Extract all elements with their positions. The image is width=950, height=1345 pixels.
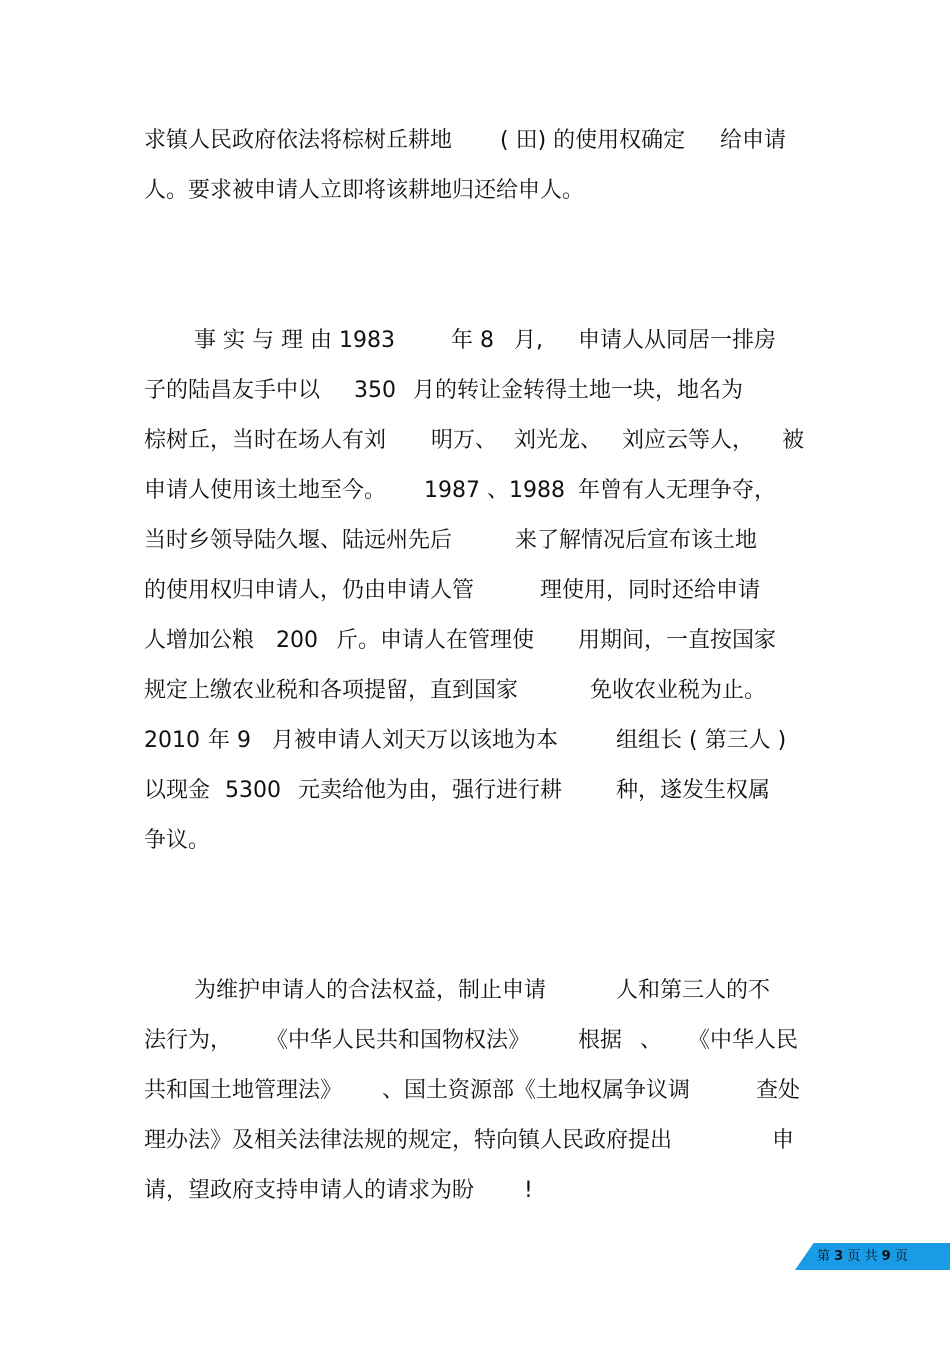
text-line: [0, 824, 211, 858]
text-segment: 刘应云等人，: [622, 428, 755, 453]
text-segment: 请，望政府支持申请人的请求为盼: [144, 1178, 475, 1203]
text-line: [0, 1024, 799, 1058]
text-segment: 共和国土地管理法》: [144, 1078, 343, 1103]
text-segment: 元卖给他为由，强行进行耕: [298, 778, 563, 803]
current-page-number: 3: [834, 1249, 844, 1264]
text-segment: 5300: [225, 778, 281, 803]
text-segment: 1987 、1988: [424, 478, 565, 503]
text-line: [0, 524, 758, 558]
text-line: [0, 724, 787, 758]
text-segment: 子的陆昌友手中以: [144, 378, 321, 403]
text-segment: 人增加公粮: [144, 628, 255, 653]
text-segment: 明万、: [431, 428, 498, 453]
text-line: [0, 374, 744, 408]
text-segment: 人和第三人的不: [616, 978, 771, 1003]
text-line: [0, 1174, 533, 1208]
text-segment: 月被申请人刘天万以该地为本: [272, 728, 559, 753]
text-line: [0, 1124, 795, 1158]
text-segment: 组组长 ( 第三人 ): [616, 728, 787, 753]
text-segment: 《中华人民共和国物权法》: [266, 1028, 531, 1053]
text-line: [0, 974, 771, 1008]
text-segment: 月,: [514, 328, 543, 353]
text-segment: 申: [772, 1128, 795, 1153]
text-segment: 被: [782, 428, 805, 453]
text-segment: 免收农业税为止。: [590, 678, 767, 703]
text-line: [0, 624, 777, 658]
page-indicator: [817, 1243, 908, 1270]
text-segment: 人。要求被申请人立即将该耕地归还给申人。: [144, 178, 585, 203]
text-segment: 给申请: [720, 128, 787, 153]
text-segment: 200: [276, 628, 318, 653]
text-segment: 的使用权归申请人，仍由申请人管: [144, 578, 475, 603]
text-segment: 求镇人民政府依法将棕树丘耕地: [144, 128, 453, 153]
text-line: [0, 324, 777, 358]
text-segment: 以现金: [144, 778, 211, 803]
text-line: [0, 674, 767, 708]
text-line: [0, 1074, 801, 1108]
text-segment: 、: [640, 1028, 663, 1053]
text-line: [0, 774, 771, 808]
text-segment: 棕树丘，当时在场人有刘: [144, 428, 387, 453]
text-segment: 法行为，: [144, 1028, 233, 1053]
text-line: [0, 424, 805, 458]
text-segment: 申请人使用该土地至今。: [144, 478, 387, 503]
text-line: [0, 174, 585, 208]
text-segment: 年 8: [451, 328, 494, 353]
total-page-number: 9: [881, 1249, 891, 1264]
text-segment: 理使用，同时还给申请: [540, 578, 761, 603]
text-segment: 用期间，一直按国家: [578, 628, 777, 653]
text-segment: 查处: [756, 1078, 801, 1103]
text-line: [0, 124, 787, 158]
page-suffix: 页: [894, 1249, 908, 1264]
text-segment: 、国土资源部《土地权属争议调: [382, 1078, 691, 1103]
text-segment: 月的转让金转得土地一块，地名为: [413, 378, 744, 403]
page-middle-text: 页 共: [847, 1249, 878, 1264]
text-segment: !: [524, 1178, 533, 1203]
text-segment: 申请人从同居一排房: [578, 328, 777, 353]
text-segment: 斤。申请人在管理使: [336, 628, 535, 653]
text-line: [0, 474, 777, 508]
text-segment: 年曾有人无理争夺，: [578, 478, 777, 503]
text-segment: 争议。: [144, 828, 211, 853]
text-segment: 当时乡领导陆久堰、陆远州先后: [144, 528, 453, 553]
text-segment: 根据: [578, 1028, 623, 1053]
text-segment: 来了解情况后宣布该土地: [515, 528, 758, 553]
text-segment: 350: [354, 378, 396, 403]
text-segment: 年 9: [208, 728, 251, 753]
text-segment: 规定上缴农业税和各项提留，直到国家: [144, 678, 519, 703]
text-line: [0, 574, 761, 608]
text-segment: 为维护申请人的合法权益，制止申请: [194, 978, 547, 1003]
text-segment: 《中华人民: [688, 1028, 799, 1053]
text-segment: 2010: [144, 728, 200, 753]
text-segment: 刘光龙、: [514, 428, 603, 453]
text-segment: 理办法》及相关法律法规的规定，特向镇人民政府提出: [144, 1128, 673, 1153]
page-prefix: 第: [817, 1249, 831, 1264]
text-segment: ( 田) 的使用权确定: [500, 128, 686, 153]
text-segment: 种，遂发生权属: [616, 778, 771, 803]
text-segment: 事 实 与 理 由 1983: [194, 328, 395, 353]
